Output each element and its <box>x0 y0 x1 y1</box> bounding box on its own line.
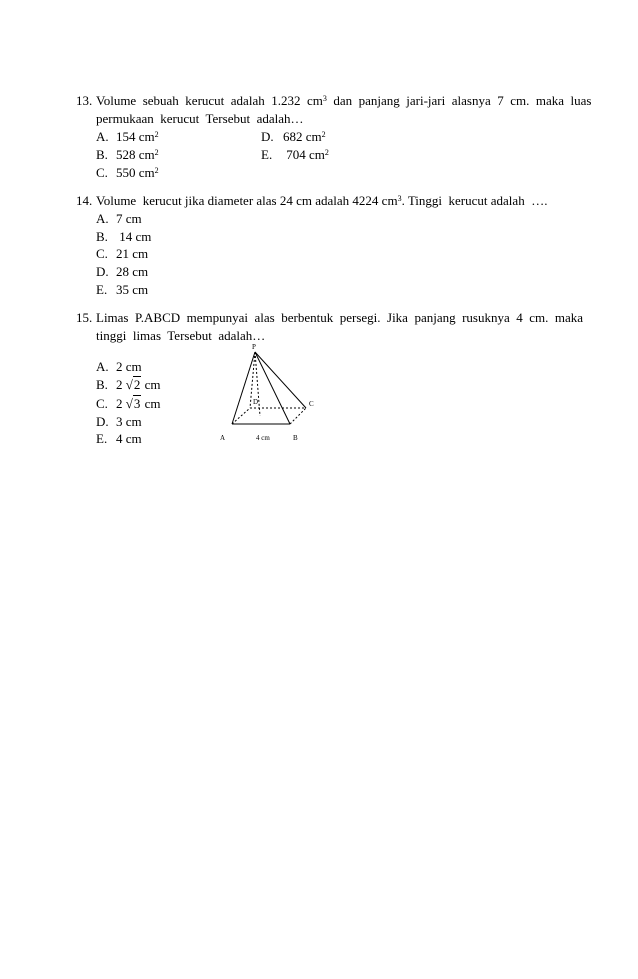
question-15-number: 15. <box>76 310 93 325</box>
edge-pc <box>255 352 306 408</box>
q15-option-a: A. 2 cm <box>96 359 142 374</box>
label-b: B <box>293 434 298 442</box>
q13-option-d: D. 682 $cm^2$ <box>261 129 326 144</box>
pyramid-figure <box>210 340 330 450</box>
label-d: D <box>253 398 259 406</box>
question-13-number: 13. <box>76 93 93 108</box>
q14-option-d: D. 28 cm <box>96 264 149 279</box>
q13-sup: 3 <box>322 94 327 103</box>
q13-option-a: A. 154 $cm^2$ <box>96 129 159 144</box>
sqrt-symbol: √2 <box>125 377 141 392</box>
q13-text-line1: Volume sebuah kerucut adalah 1.232 cm <box>96 93 323 108</box>
label-p: P <box>252 343 256 351</box>
q15-option-d: D. 3 cm <box>96 414 142 429</box>
q14-option-c: C. 21 cm <box>96 246 149 261</box>
q13-text-line1b: dan panjang jari-jari alasnya 7 cm. maka luas <box>326 93 592 108</box>
q13-option-c: C. 550 $cm^2$ <box>96 165 159 180</box>
q13-option-e: E. 704 $cm^2$ <box>261 147 329 162</box>
q15-text-line2: tinggi limas Tersebut adalah… <box>96 328 266 343</box>
question-15-text <box>96 309 584 345</box>
question-14-text: Volume kerucut jika diameter alas 24 cm adalah 4224 $cm^3$. Tinggi kerucut adalah …. <box>96 193 548 208</box>
q15-option-e: E. 4 cm <box>96 431 142 446</box>
label-side-length: 4 cm <box>256 434 270 442</box>
sqrt-symbol: √3 <box>125 396 141 411</box>
q14-option-b: B. 14 cm <box>96 229 152 244</box>
label-c: C <box>309 400 314 408</box>
q14-option-a: A. 7 cm <box>96 211 142 226</box>
q14-option-e: E. 35 cm <box>96 282 149 297</box>
q15-text-line1: Limas P.ABCD mempunyai alas berbentuk persegi. Jika panjang rusuknya 4 cm. maka <box>96 310 584 325</box>
question-14 <box>76 192 564 210</box>
q15-option-b: B. 2 √2 cm <box>96 377 161 392</box>
label-a: A <box>220 434 226 442</box>
question-13 <box>76 92 592 128</box>
question-13-text <box>96 92 592 128</box>
edge-bc <box>290 408 306 424</box>
q13-option-b: B. 528 $cm^2$ <box>96 147 159 162</box>
q13-text-line2: permukaan kerucut Tersebut adalah… <box>96 111 304 126</box>
question-14-number: 14. <box>76 193 93 208</box>
q15-option-c: C. 2 √3 cm <box>96 396 161 411</box>
